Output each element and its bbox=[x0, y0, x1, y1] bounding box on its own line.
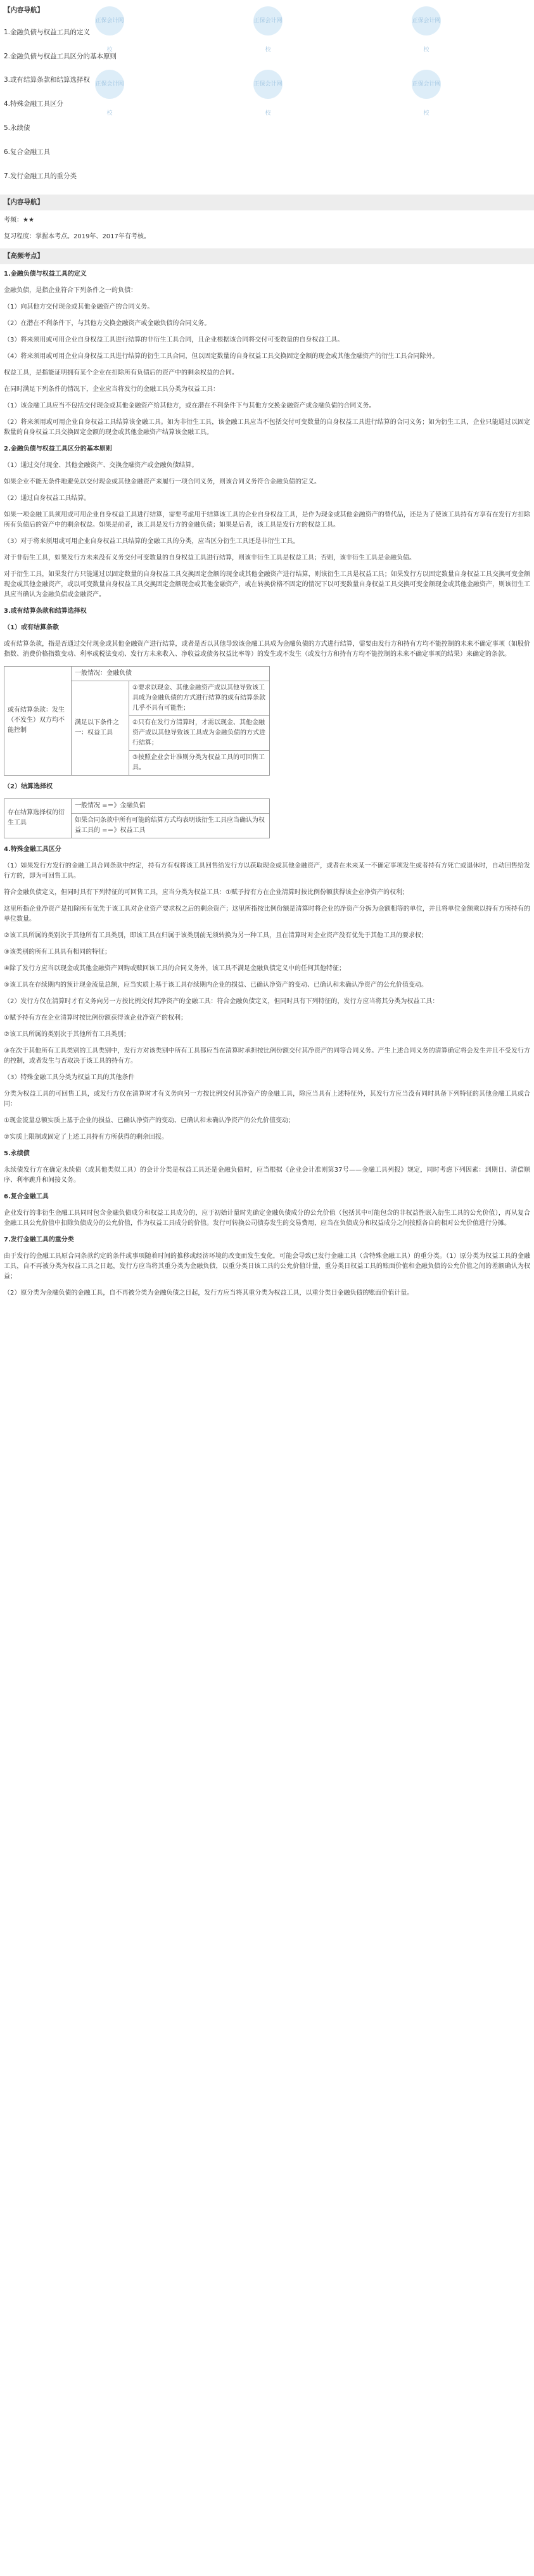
paragraph: （3）对于将来须用或可用企业自身权益工具结算的金融工具的分类，应当区分衍生工具还是非衍生工具。 bbox=[4, 537, 300, 545]
table-cell: 满足以下条件之一：权益工具 bbox=[72, 681, 129, 775]
watermark-logo: 正保会计网校 bbox=[253, 6, 283, 35]
eval-title: 【内容导航】 bbox=[0, 195, 534, 210]
contingent-settlement-table bbox=[4, 666, 270, 776]
watermark-logo: 正保会计网校 bbox=[412, 6, 441, 35]
watermark-logo: 正保会计网校 bbox=[253, 70, 283, 99]
section-heading: 5.永续债 bbox=[4, 1150, 30, 1157]
paragraph: （3）将来须用或可用企业自身权益工具进行结算的非衍生工具合同，且企业根据该合同将交付可变数量的自身权益工具。 bbox=[4, 336, 344, 343]
nav-item[interactable]: 3.或有结算条款和结算选择权 bbox=[4, 76, 91, 84]
subsection-heading: （2）结算选择权 bbox=[4, 783, 53, 790]
paragraph: ②实质上限制或固定了上述工具持有方所获得的剩余回报。 bbox=[4, 1133, 168, 1141]
nav-title: 【内容导航】 bbox=[4, 6, 44, 14]
paragraph: （1）该金融工具应当不包括交付现金或其他金融资产给其他方，或在潜在不利条件下与其他方交换金融资产或金融负债的合同义务。 bbox=[4, 402, 376, 409]
table-cell: ②只有在发行方清算时，才需以现金、其他金融资产或以其他导致该工具成为金融负债的方式进行结算； bbox=[129, 715, 270, 750]
paragraph: 如果一项金融工具须用或可用企业自身权益工具进行结算，需要考虑用于结算该工具的企业自身权益工具，是作为现金或其他金融资产的替代品，还是为了使该工具持有方享有在发行方扣除所有负债后的资产中的剩余权益。如果是前者，该工具是发行方的金融负债；如果是后者，该工具是发行方的权益工具。 bbox=[4, 511, 530, 529]
table-cell: ③按照企业会计准则分类为权益工具的可回售工具。 bbox=[129, 750, 270, 775]
nav-item[interactable]: 1.金融负债与权益工具的定义 bbox=[4, 28, 91, 36]
paragraph: （3）特殊金融工具分类为权益工具的其他条件 bbox=[4, 1073, 135, 1081]
settlement-option-table bbox=[4, 798, 270, 838]
table-cell: 一般情况：金融负债 bbox=[72, 666, 270, 681]
paragraph: 或有结算条款，指是否通过交付现金或其他金融资产进行结算，或者是否以其他导致该金融工具成为金融负债的方式进行结算，需要由发行方和持有方均不能控制的未来不确定事项（如股价指数、消费价格指数变动、利率或税法变动、发行方未来收入、净收益或债务权益比率等）的发生或不发生（或发行方和持有方均不能控制的未来不确定事项的结果）来确定的条款。 bbox=[4, 640, 530, 658]
paragraph: 符合金融负债定义，但同时具有下列特征的可回售工具，应当分类为权益工具：①赋予持有方在企业清算时按比例份额获得该企业净资产的权利； bbox=[4, 888, 409, 896]
paragraph: （4）将来须用或可用企业自身权益工具进行结算的衍生工具合同，但以固定数量的自身权益工具交换固定金额的现金或其他金融资产的衍生工具合同除外。 bbox=[4, 352, 439, 360]
nav-item[interactable]: 7.发行金融工具的重分类 bbox=[4, 172, 77, 180]
watermark-logo: 正保会计网校 bbox=[95, 70, 124, 99]
paragraph: 在同时满足下列条件的情况下，企业应当将发行的金融工具分类为权益工具： bbox=[4, 385, 219, 393]
table-cell: ①要求以现金、其他金融资产或以其他导致该工具成为金融负债的方式进行结算的或有结算条款几乎不具有可能性； bbox=[129, 681, 270, 715]
paragraph: 对于非衍生工具，如果发行方未来没有义务交付可变数量的自身权益工具进行结算，则该非衍生工具是权益工具；否则，该非衍生工具是金融负债。 bbox=[4, 554, 416, 561]
table-cell: 存在结算选择权的衍生工具 bbox=[4, 798, 72, 838]
paragraph: 永续债发行方在确定永续债（或其他类似工具）的会计分类是权益工具还是金融负债时，应当根据《企业会计准则第37号——金融工具列报》规定，同时考虑下列因素：到期日、清偿顺序、利率跳升和间接义务。 bbox=[4, 1166, 530, 1184]
watermark-logo: 正保会计网校 bbox=[412, 70, 441, 99]
paragraph: 权益工具，是指能证明拥有某个企业在扣除所有负债后的资产中的剩余权益的合同。 bbox=[4, 369, 238, 376]
paragraph: 如果企业不能无条件地避免以交付现金或其他金融资产来履行一项合同义务，则该合同义务符合金融负债的定义。 bbox=[4, 478, 321, 485]
table-cell: 或有结算条款：发生（不发生）双方均不能控制 bbox=[4, 666, 72, 775]
paragraph: ③该类别的所有工具具有相同的特征； bbox=[4, 948, 111, 956]
section-heading: 2.金融负债与权益工具区分的基本原则 bbox=[4, 445, 112, 452]
section-heading: 6.复合金融工具 bbox=[4, 1193, 49, 1200]
paragraph: （1）通过交付现金、其他金融资产、交换金融资产或金融负债结算。 bbox=[4, 461, 198, 469]
paragraph: 金融负债，是指企业符合下列条件之一的负债： bbox=[4, 286, 137, 294]
table-cell: 如果合同条款中所有可能的结算方式均表明该衍生工具应当确认为权益工具的 =＝》权益工具 bbox=[72, 813, 270, 838]
subsection-heading: （1）或有结算条款 bbox=[4, 624, 59, 631]
paragraph: （2）原分类为金融负债的金融工具，自不再被分类为金融负债之日起，发行方应当将其重分类为权益工具，以重分类日金融负债的账面价值计量。 bbox=[4, 1289, 414, 1297]
paragraph: ①现金流量总额实质上基于企业的损益、已确认净资产的变动、已确认和未确认净资产的公允价值变动； bbox=[4, 1117, 295, 1124]
section-heading: 1.金融负债与权益工具的定义 bbox=[4, 270, 87, 278]
nav-item[interactable]: 4.特殊金融工具区分 bbox=[4, 100, 64, 108]
paragraph: （1）向其他方交付现金或其他金融资产的合同义务。 bbox=[4, 303, 154, 311]
paragraph: ⑤该工具在存续期内的预计现金流量总额，应当实质上基于该工具存续期内企业的损益、已确认净资产的变动、已确认和未确认净资产的公允价值变动。 bbox=[4, 981, 428, 989]
paragraph: 分类为权益工具的可回售工具，或发行方仅在清算时才有义务向另一方按比例交付其净资产的金融工具，除应当具有上述特征外，其发行方应当没有同时具备下列特征的其他金融工具或合同： bbox=[4, 1090, 530, 1108]
section-heading: 4.特殊金融工具区分 bbox=[4, 845, 61, 853]
nav-item[interactable]: 2.金融负债与权益工具区分的基本原则 bbox=[4, 52, 117, 60]
paragraph: ③在次于其他所有工具类别的工具类别中，发行方对该类别中所有工具都应当在清算时承担按比例份额交付其净资产的同等合同义务。产生上述合同义务的清算确定将会发生并且不受发行方的控制，或者发生与否取决于该工具的持有方。 bbox=[4, 1047, 530, 1065]
paragraph: 企业发行的非衍生金融工具同时包含金融负债成分和权益工具成分的，应于初始计量时先确定金融负债成分的公允价值（包括其中可能包含的非权益性嵌入衍生工具的公允价值），再从复合金融工具公允价值中扣除负债成分的公允价值，作为权益工具成分的价值。发行可转换公司债券发生的交易费用，应当在负债成分和权益成分之间按照各自的相对公允价值进行分摊。 bbox=[4, 1209, 530, 1227]
exam-frequency: 考频：★★ bbox=[4, 217, 34, 224]
paragraph: （2）通过自身权益工具结算。 bbox=[4, 494, 91, 502]
paragraph: ①赋予持有方在企业清算时按比例份额获得该企业净资产的权利； bbox=[4, 1014, 187, 1022]
paragraph: （2）在潜在不利条件下，与其他方交换金融资产或金融负债的合同义务。 bbox=[4, 319, 211, 327]
nav-item[interactable]: 6.复合金融工具 bbox=[4, 148, 51, 156]
paragraph: 由于发行的金融工具原合同条款约定的条件或事项随着时间的推移或经济环境的改变而发生变化，可能会导致已发行金融工具（含特殊金融工具）的重分类。（1）原分类为权益工具的金融工具，自不再被分类为权益工具之日起，发行方应当将其重分类为金融负债，以重分类日该工具的公允价值计量，重分类日权益工具的账面价值和金融负债的公允价值之间的差额确认为权益； bbox=[4, 1252, 530, 1280]
nav-item[interactable]: 5.永续债 bbox=[4, 124, 30, 132]
main-title: 【高频考点】 bbox=[0, 248, 534, 264]
section-heading: 7.发行金融工具的重分类 bbox=[4, 1236, 74, 1243]
content-navigation bbox=[0, 5, 534, 181]
table-cell: 一般情况 =＝》金融负债 bbox=[72, 798, 270, 813]
paragraph: （2）发行方仅在清算时才有义务向另一方按比例交付其净资产的金融工具：符合金融负债定义，但同时具有下列特征的，发行方应当将其分类为权益工具： bbox=[4, 997, 439, 1005]
paragraph: （1）如果发行方发行的金融工具合同条款中约定，持有方有权将该工具回售给发行方以获取现金或其他金融资产，或者在未来某一不确定事项发生或者持有方死亡或退休时，自动回售给发行方的，即为可回售工具。 bbox=[4, 862, 530, 880]
watermark-logo: 正保会计网校 bbox=[95, 6, 124, 35]
section-heading: 3.或有结算条款和结算选择权 bbox=[4, 607, 87, 615]
review-note: 复习程度：掌握本考点。2019年、2017年有考核。 bbox=[4, 233, 150, 241]
paragraph: 这里所指企业净资产是扣除所有优先于该工具对企业资产要求权之后的剩余资产；这里所指按比例份额是清算时将企业的净资产分拆为金额相等的单位，并且将单位金额乘以持有方所持有的单位数量。 bbox=[4, 905, 530, 923]
paragraph: 对于衍生工具，如果发行方只能通过以固定数量的自身权益工具交换固定金额的现金或其他金融资产进行结算，则该衍生工具是权益工具；如果发行方以固定数量自身权益工具交换可变金额现金或其他金融资产，或以可变数量自身权益工具交换固定金额现金或其他金融资产，或在转换价格不固定的情况下以可变数量自身权益工具交换可变金额现金或其他金融资产，则该衍生工具应当确认为金融负债或金融资产。 bbox=[4, 570, 530, 598]
paragraph: ②该工具所属的类别次于其他所有工具类别； bbox=[4, 1030, 130, 1038]
paragraph: ②该工具所属的类别次于其他所有工具类别，即该工具在归属于该类别前无须转换为另一种工具，且在清算时对企业资产没有优先于其他工具的要求权； bbox=[4, 932, 428, 939]
paragraph: （2）将来须用或可用企业自身权益工具结算该金融工具。如为非衍生工具，该金融工具应当不包括交付可变数量的自身权益工具进行结算的合同义务；如为衍生工具，企业只能通过以固定数量的自身权益工具交换固定金额的现金或其他金融资产结算该金融工具。 bbox=[4, 418, 530, 436]
paragraph: ④除了发行方应当以现金或其他金融资产回购或赎回该工具的合同义务外，该工具不满足金融负债定义中的任何其他特征； bbox=[4, 964, 345, 972]
